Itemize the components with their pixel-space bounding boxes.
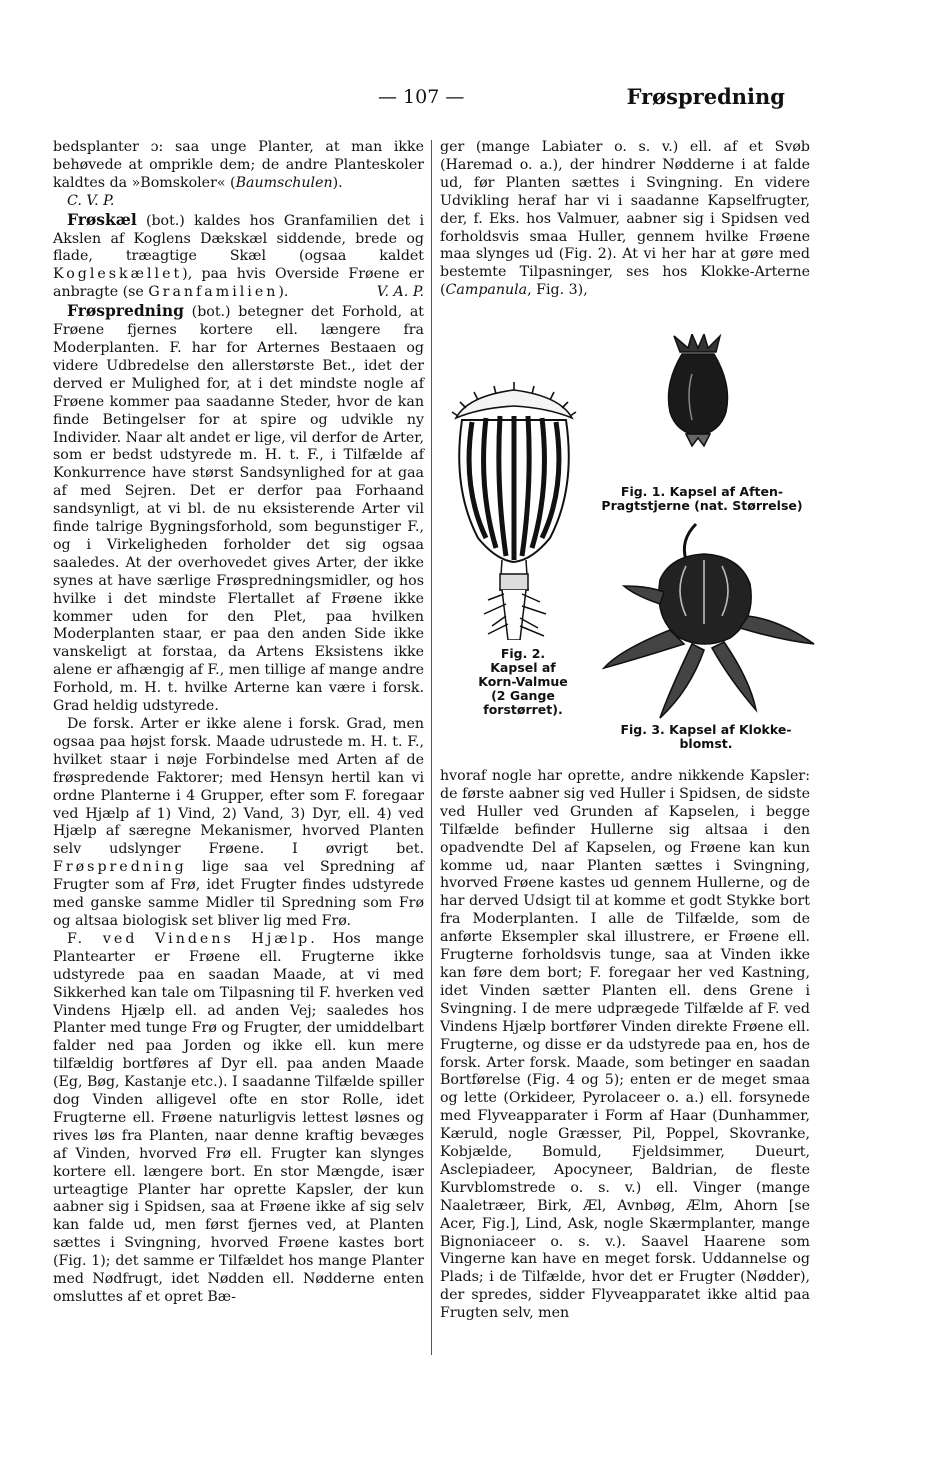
fig3-bellflower-capsule-illustration xyxy=(600,520,820,720)
paragraph-continued: ger (mange Labiater o. s. v.) ell. af et Svøb (Haremad o. a.), der hindrer Nødderne i at falde ud, før Planten sættes i Svingning. En videre Udvikling heraf har vi i saadanne Kapselfrugter, der, f. Eks. hos Valmuer, aabner sig i Spidsen ved forholdsvis smaa Huller, gennem hvilke Frøene maa slynges ud (Fig. 2). At vi her har at gøre med bestemte Tilpasninger, ses hos Klokke-Arterne (Campanula, Fig. 3), xyxy=(440,139,810,299)
fig1-caption: Fig. 1. Kapsel af Aften-Pragtstjerne (nat. Størrelse) xyxy=(601,484,803,513)
left-column xyxy=(53,139,424,1307)
lemma-frospredning: Frøspredning xyxy=(67,301,184,321)
column-divider xyxy=(431,140,432,1355)
paragraph-groups: De forsk. Arter er ikke alene i forsk. Grad, men ogsaa paa højst forsk. Maade udrustede m. H. t. F., hvilket staar i nøje Forbindelse med Arten af de frøspredende Faktorer; med Hensyn hertil kan vi ordne Planterne i 4 Grupper, efter som F. foregaar ved Hjælp af 1) Vind, 2) Vand, 3) Dyr, ell. 4) ved Hjælp af særegne Mekanismer, hvorved Planten selv udslynger Frøene. I øvrigt bet. Frøspredning lige saa vel Spredning af Frugter som af Frø, idet Frugter findes udstyrede med ganske samme Midler til Spredning som Frø og altsaa biologisk set bliver lig med Frø. xyxy=(53,716,424,929)
right-column-top xyxy=(440,139,810,300)
entry-frospredning: Frøspredning (bot.) betegner det Forhold, at Frøene fjernes kortere ell. længere fra Moderplanten. F. har for Arternes Bestaaen og videre Udbredelse den allerstørste Bet., idet der derved er Mulighed for, at i det mindste nogle af Frøene kommer paa saadanne Steder, hvor de kan finde Betingelser for at spire og udvikle ny Individer. Naar alt andet er lige, vil derfor de Arter, som er bedst udstyrede m. H. t. F., i Tilfælde af Konkurrence have størst Sandsynlighed for at gaa af med Sejren. Det er derfor paa Forhaand sandsynligt, at vi bl. de nu eksisterende Arter vil finde talrige Bygningsforhold, som begunstiger F., og i Virkeligheden forholder det sig ogsaa saaledes. At der overhovedet gives Arter, der ikke synes at have særlige Frøspredningsmidler, og hos hvilke i det mindste Flertallet af Frøene ikke kommer uden for den Plet, paa hvilken Moderplanten staar, er paa den anden Side ikke vanskeligt at forstaa, da Artens Eksistens ikke alene er afhængig af F., men tillige af mange andre Forhold, m. H. t. hvilke Arterne kan være i forsk. Grad heldig udstyrede. xyxy=(53,301,424,715)
continued-paragraph: bedsplanter ɔ: saa unge Planter, at man ikke behøvede at omprikle dem; de andre Planteskoler kaldtes da »Bomskoler« (Baumschulen). xyxy=(53,139,424,191)
running-title: Frøspredning xyxy=(626,84,785,109)
right-column-bottom xyxy=(440,768,810,1323)
entry-froskael: Frøskæl (bot.) kaldes hos Granfamilien det i Akslen af Koglens Dækskæl siddende, brede og flade, træagtige Skæl (ogsaa kaldet Kogleskællet), paa hvis Overside Frøene er anbragte (se Granfamilien). V. A. P. xyxy=(53,209,424,301)
fig2-caption: Fig. 2. Kapsel af Korn-Valmue (2 Gange forstørret). xyxy=(478,646,568,717)
paragraph-capsules: hvoraf nogle har oprette, andre nikkende Kapsler: de første aabner sig ved Huller i Spidsen, de sidste ved Huller ved Grunden af Kapselen, i begge Tilfælde befinder Hullerne sig altsaa i den opadvendte Del af Kapselen, og Frøene kan kun komme ud, naar Planten sættes i Svingning, hvorved Frøene kastes ud gennem Hullerne, og de har derved Udsigt til at komme et godt Stykke bort fra Moderplanten. I alle de Tilfælde, som de anførte Eksempler skal illustrere, er Frøene ell. Frugterne forholdsvis tunge, saa at Vinden ikke kan føre dem bort; F. foregaar her ved Kastning, idet Vinden sætter Planten ell. dens Grene i Svingning. I de mere udprægede Tilfælde af F. ved Vindens Hjælp bortfører Vinden direkte Frøene ell. Frugterne, og disse er da udstyrede paa en, hos de forsk. Arter forsk. Maade, som betinger en saadan Bortførelse (Fig. 4 og 5); enten er de meget smaa og lette (Orkideer, Pyrolaceer o. a.) ell. forsynede med Flyveapparater i Form af Haar (Dunhammer, Kæruld, nogle Græsser, Pil, Poppel, Skovranke, Kobjælde, Bomuld, Fjeldsimmer, Dueurt, Asclepiadeer, Apocyneer, Baldrian, de fleste Kurvblomstrede o. s. v.) ell. Vinger (mange Naaletræer, Birk, Æl, Avnbøg, Ælm, Ahorn [se Acer, Fig.], Lind, Ask, nogle Skærmplanter, mange Bignoniaceer o. s. v.). Saavel Haarene som Vingerne kan have en meget forsk. Uddannelse og Plads; i de Tilfælde, hvor det er Frugter (Nødder), der spredes, sidder Flyveapparatet ikke altid paa Frugten selv, men xyxy=(440,768,810,1322)
author-signature: C. V. P. xyxy=(67,192,115,209)
page-number: — 107 — xyxy=(378,86,465,108)
fig2-poppy-capsule-illustration xyxy=(448,378,580,640)
lemma-froskael: Frøskæl xyxy=(67,209,137,229)
fig3-caption: Fig. 3. Kapsel af Klokke-blomst. xyxy=(620,722,792,751)
author-signature: V. A. P. xyxy=(376,284,424,301)
paragraph-wind: F. ved Vindens Hjælp. Hos mange Plantearter er Frøene ell. Frugterne ikke udstyrede paa en saadan Maade, at vi med Sikkerhed kan tale om Tilpasning til F. hverken ved Vindens Hjælp ell. ad anden Vej; saaledes hos Planter med tunge Frø og Frugter, der umiddelbart falder ned paa Jorden og ikke ell. kun mere tilfældig bortføres af Dyr ell. paa anden Maade (Eg, Bøg, Kastanje etc.). I saadanne Tilfælde spiller dog Vinden alligevel ofte en stor Rolle, idet Frugterne ell. Frøene naturligvis lettest løsnes og rives løs fra Planten, naar denne kraftig bevæges af Vinden, hvorved Frø ell. Frugter kan slynges kortere ell. længere bort. En stor Mængde, især urteagtige Planter har oprette Kapsler, der kun aabner sig i Spidsen, saa at Frøene ikke af sig selv kan falde ud, men først fjernes ved, at Planten sættes i Svingning, hvorved Frøene kastes bort (Fig. 1); det samme er Tilfældet hos mange Planter med Nødfrugt, idet Nødden ell. Nødderne enten omsluttes af et opret Bæ- xyxy=(53,930,425,1305)
fig1-capsule-illustration xyxy=(662,334,734,452)
